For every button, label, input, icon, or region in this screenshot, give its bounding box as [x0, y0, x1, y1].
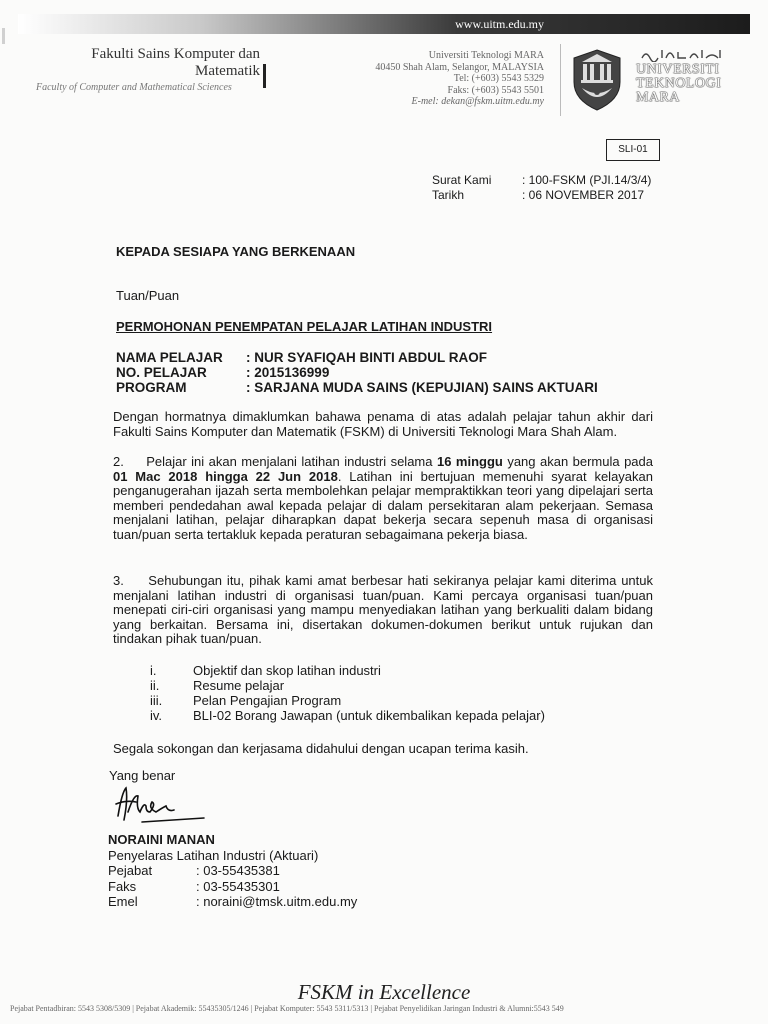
university-logotype: UNIVERSITI TEKNOLOGI MARA: [636, 62, 722, 105]
jawi-university-name: [640, 46, 724, 62]
fax-number: : 03-55435301: [196, 878, 280, 894]
student-id-label: NO. PELAJAR: [116, 365, 207, 380]
university-address: Universiti Teknologi MARA 40450 Shah Alam, Selangor, MALAYSIA Tel: (+603) 5543 5329 Faks: (+603) 5543 5501 E-mel: dekan@fskm.uitm.edu.my: [375, 50, 544, 107]
footer-slogan: FSKM in Excellence: [297, 980, 471, 1004]
program-value: : SARJANA MUDA SAINS (KEPUJIAN) SAINS AKTUARI: [246, 380, 598, 395]
attached-documents-list: [150, 663, 545, 723]
surat-kami-value: : 100-FSKM (PJI.14/3/4): [522, 173, 652, 187]
surat-kami-label: Surat Kami: [432, 173, 492, 187]
faculty-divider: [263, 64, 266, 88]
letter-subject: PERMOHONAN PENEMPATAN PELAJAR LATIHAN INDUSTRI: [116, 319, 493, 334]
reference-block: [432, 173, 651, 203]
scan-edge-mark: [2, 28, 5, 44]
form-code-box: SLI-01: [606, 139, 660, 161]
signatory-name: NORAINI MANAN: [108, 832, 215, 847]
student-name-value: : NUR SYAFIQAH BINTI ABDUL RAOF: [246, 350, 488, 365]
signatory-block: NORAINI MANAN Penyelaras Latihan Industri (Aktuari) Pejabat : 03-55435381 Faks : 03-55435301 Emel : noraini@tmsk.uitm.edu.my: [108, 832, 358, 909]
footer-contacts: Pejabat Pentadbiran: 5543 5308/5309 | Pejabat Akademik: 55435305/1246 | Pejabat Komputer: 5543 5311/5313 | Pejabat Penyelidikan Jaringan Industri & Alumni:5543 549: [10, 1004, 564, 1013]
tarikh-label: Tarikh: [432, 188, 465, 202]
faculty-name: Fakulti Sains Komputer dan Matematik: [91, 46, 260, 79]
header-divider: [560, 44, 561, 116]
student-id-value: : 2015136999: [246, 365, 330, 380]
handwritten-signature: [112, 782, 208, 830]
list-item: i. Objektif dan skop latihan industri: [150, 663, 381, 678]
list-item: ii. Resume pelajar: [150, 678, 285, 693]
uitm-crest-icon: [570, 48, 624, 112]
paragraph-3: 3. Sehubungan itu, pihak kami amat berbesar hati sekiranya pelajar kami diterima untuk menjalani latihan industri di organisasi tuan/puan. Kami percaya organisasi tuan/puan menepati ciri-ciri organisasi yang mampu menyediakan latihan yang berkualiti dalam bidang yang berkaitan. Bersama ini, disertakan dokumen-dokumen berikut untuk rujukan dan tindakan pihak tuan/puan.: [113, 573, 654, 646]
list-item: iv. BLI-02 Borang Jawapan (untuk dikembalikan kepada pelajar): [150, 708, 545, 723]
list-item: iii. Pelan Pengajian Program: [150, 693, 342, 708]
student-name-label: NAMA PELAJAR: [116, 350, 223, 365]
faculty-name-english: Faculty of Computer and Mathematical Sciences: [36, 82, 232, 93]
office-phone: : 03-55435381: [196, 863, 280, 878]
website-link[interactable]: www.uitm.edu.my: [455, 17, 544, 31]
training-dates: 01 Mac 2018 hingga 22 Jun 2018: [113, 468, 338, 484]
salutation: Tuan/Puan: [116, 288, 180, 303]
program-label: PROGRAM: [116, 380, 187, 395]
sign-off: Yang benar: [109, 768, 176, 783]
signatory-title: Penyelaras Latihan Industri (Aktuari): [108, 847, 319, 863]
email-address[interactable]: : noraini@tmsk.uitm.edu.my: [196, 894, 358, 909]
training-duration: 16 minggu: [436, 454, 503, 469]
tarikh-value: : 06 NOVEMBER 2017: [522, 188, 645, 202]
recipient: KEPADA SESIAPA YANG BERKENAAN: [116, 244, 356, 259]
student-info: [116, 350, 598, 395]
paragraph-2: 2. Pelajar ini akan menjalani latihan industri selama 16 minggu yang akan bermula pada 01 Mac 2018 hingga 22 Jun 2018. Latihan ini bertujuan memenuhi syarat kelayakan penganugerahan ijazah serta membolehkan pelajar mempraktikkan teori yang dipelajari serta memberi pendedahan awal kepada pelajar di dalam persekitaran alam pekerjaan. Semasa menjalani latihan, pelajar diharapkan dapat bekerja secara sepenuh masa di organisasi tuan/puan serta tertakluk kepada peraturan sebagaimana pekerja biasa.: [113, 454, 654, 542]
closing-line: Segala sokongan dan kerjasama didahului dengan ucapan terima kasih.: [113, 741, 529, 756]
header-band: [18, 14, 750, 34]
paragraph-1: Dengan hormatnya dimaklumkan bahawa penama di atas adalah pelajar tahun akhir dari Fakulti Sains Komputer dan Matematik (FSKM) di Universiti Teknologi Mara Shah Alam.: [113, 409, 653, 439]
